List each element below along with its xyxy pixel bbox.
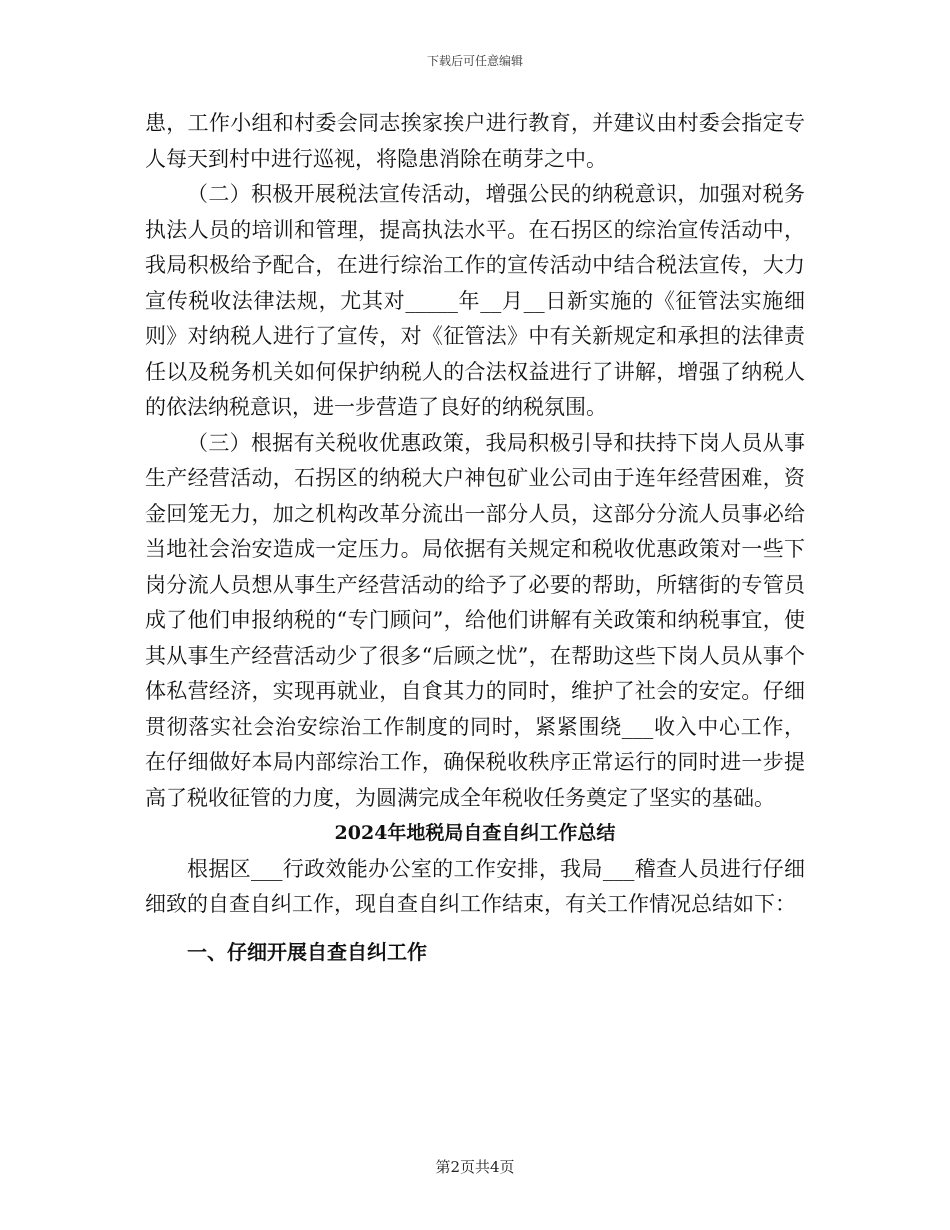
page-number: 第2页共4页 [435, 1158, 515, 1176]
paragraph-continued: 患，工作小组和村委会同志挨家挨户进行教育，并建议由村委会指定专人每天到村中进行巡视，将隐患消除在萌芽之中。 [145, 111, 805, 171]
paragraph-tax-preference: （三）根据有关税收优惠政策，我局积极引导和扶持下岗人员从事生产经营活动，石拐区的纳税大户神包矿业公司由于连年经营困难，资金回笼无力，加之机构改革分流出一部分人员，这部分分流人员事必给当地社会治安造成一定压力。局依据有关规定和税收优惠政策对一些下岗分流人员想从事生产经营活动的给予了必要的帮助，所辖街的专管员成了他们申报纳税的“专门顾问”，给他们讲解有关政策和纳税事宜，使其从事生产经营活动少了很多“后顾之忧”，在帮助这些下岗人员从事个体私营经济，实现再就业，自食其力的同时，维护了社会的安定。仔细贯彻落实社会治安综治工作制度的同时，紧紧围绕___收入中心工作，在仔细做好本局内部综治工作，确保税收秩序正常运行的同时进一步提高了税收征管的力度，为圆满完成全年税收任务奠定了坚实的基础。 [145, 430, 805, 810]
document-title: 2024年地税局自查自纠工作总结 [334, 822, 616, 844]
header-note: 下载后可任意编辑 [426, 54, 523, 68]
section-heading: 一、仔细开展自查自纠工作 [187, 939, 427, 964]
document-body [145, 106, 805, 970]
paragraph-intro: 根据区___行政效能办公室的工作安排，我局___稽查人员进行仔细细致的自查自纠工作，现自查自纠工作结束，有关工作情况总结如下： [145, 856, 805, 916]
paragraph-tax-publicity: （二）积极开展税法宣传活动，增强公民的纳税意识，加强对税务执法人员的培训和管理，提高执法水平。在石拐区的综治宣传活动中，我局积极给予配合，在进行综治工作的宣传活动中结合税法宣传，大力宣传税收法律法规，尤其对_____年__月__日新实施的《征管法实施细则》对纳税人进行了宣传，对《征管法》中有关新规定和承担的法律责任以及税务机关如何保护纳税人的合法权益进行了讲解，增强了纳税人的依法纳税意识，进一步营造了良好的纳税氛围。 [145, 182, 805, 419]
